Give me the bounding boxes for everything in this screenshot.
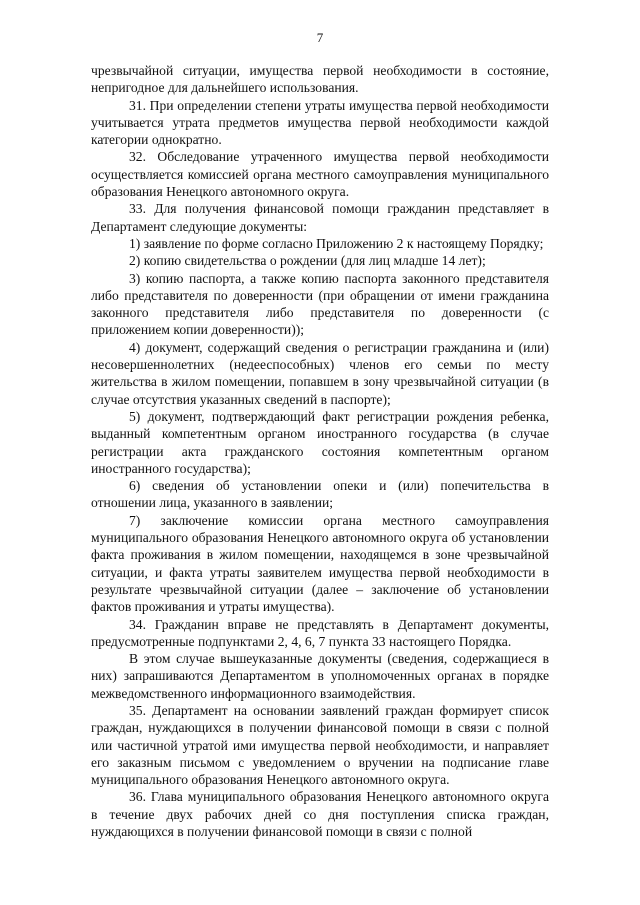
paragraph-continuation: чрезвычайной ситуации, имущества первой необходимости в состояние, непригодное для дальнейшего использования. — [91, 63, 549, 96]
paragraph-31: 31. При определении степени утраты имущества первой необходимости учитывается утрата предметов имущества первой необходимости каждой категории однократно. — [91, 97, 549, 148]
paragraph-32: 32. Обследование утраченного имущества первой необходимости осуществляется комиссией органа местного самоуправления муниципального образования Ненецкого автономного округа. — [91, 149, 549, 200]
list-item-2: 2) копию свидетельства о рождении (для лиц младше 14 лет); — [129, 253, 486, 269]
list-item-3: 3) копию паспорта, а также копию паспорта законного представителя либо представителя по доверенности (при обращении от имени гражданина законного представителя либо представителя по доверенности (с приложением копии доверенности)); — [91, 270, 549, 338]
paragraph-34: 34. Гражданин вправе не представлять в Департамент документы, предусмотренные подпунктами 2, 4, 6, 7 пункта 33 настоящего Порядка. — [91, 616, 549, 649]
document-body — [91, 62, 549, 840]
paragraph-33: 33. Для получения финансовой помощи гражданин представляет в Департамент следующие документы: — [91, 201, 549, 234]
list-item-1: 1) заявление по форме согласно Приложению 2 к настоящему Порядку; — [129, 235, 544, 251]
paragraph-35: 35. Департамент на основании заявлений граждан формирует список граждан, нуждающихся в получении финансовой помощи в связи с полной или частичной утратой ими имущества первой необходимости, и направляет его заказным письмом с уведомлением о вручении на подписание главе муниципального образования Ненецкого автономного округа. — [91, 702, 549, 788]
list-item-4: 4) документ, содержащий сведения о регистрации гражданина и (или) несовершеннолетних (недееспособных) членов его семьи по месту жительства в жилом помещении, попавшем в зону чрезвычайной ситуации (в случае отсутствия указанных сведений в паспорте); — [91, 339, 549, 407]
paragraph-36: 36. Глава муниципального образования Ненецкого автономного округа в течение двух рабочих дней со дня поступления списка граждан, нуждающихся в получении финансовой помощи в связи с полной — [91, 789, 549, 840]
list-item-6: 6) сведения об установлении опеки и (или) попечительства в отношении лица, указанного в заявлении; — [91, 478, 549, 511]
page-number: 7 — [316, 30, 324, 45]
list-item-7: 7) заключение комиссии органа местного самоуправления муниципального образования Ненецкого автономного округа об установлении факта проживания в жилом помещении, находящемся в зоне чрезвычайной ситуации, и факта утраты заявителем имущества первой необходимости в результате чрезвычайной ситуации (далее – заключение об установлении фактов проживания и утраты имущества). — [91, 512, 549, 615]
list-item-5: 5) документ, подтверждающий факт регистрации рождения ребенка, выданный компетентным органом иностранного государства (в случае регистрации акта гражданского состояния компетентным органом иностранного государства); — [91, 408, 549, 476]
paragraph-34-note: В этом случае вышеуказанные документы (сведения, содержащиеся в них) запрашиваются Департаментом в уполномоченных органах в порядке межведомственного информационного взаимодействия. — [91, 651, 549, 701]
